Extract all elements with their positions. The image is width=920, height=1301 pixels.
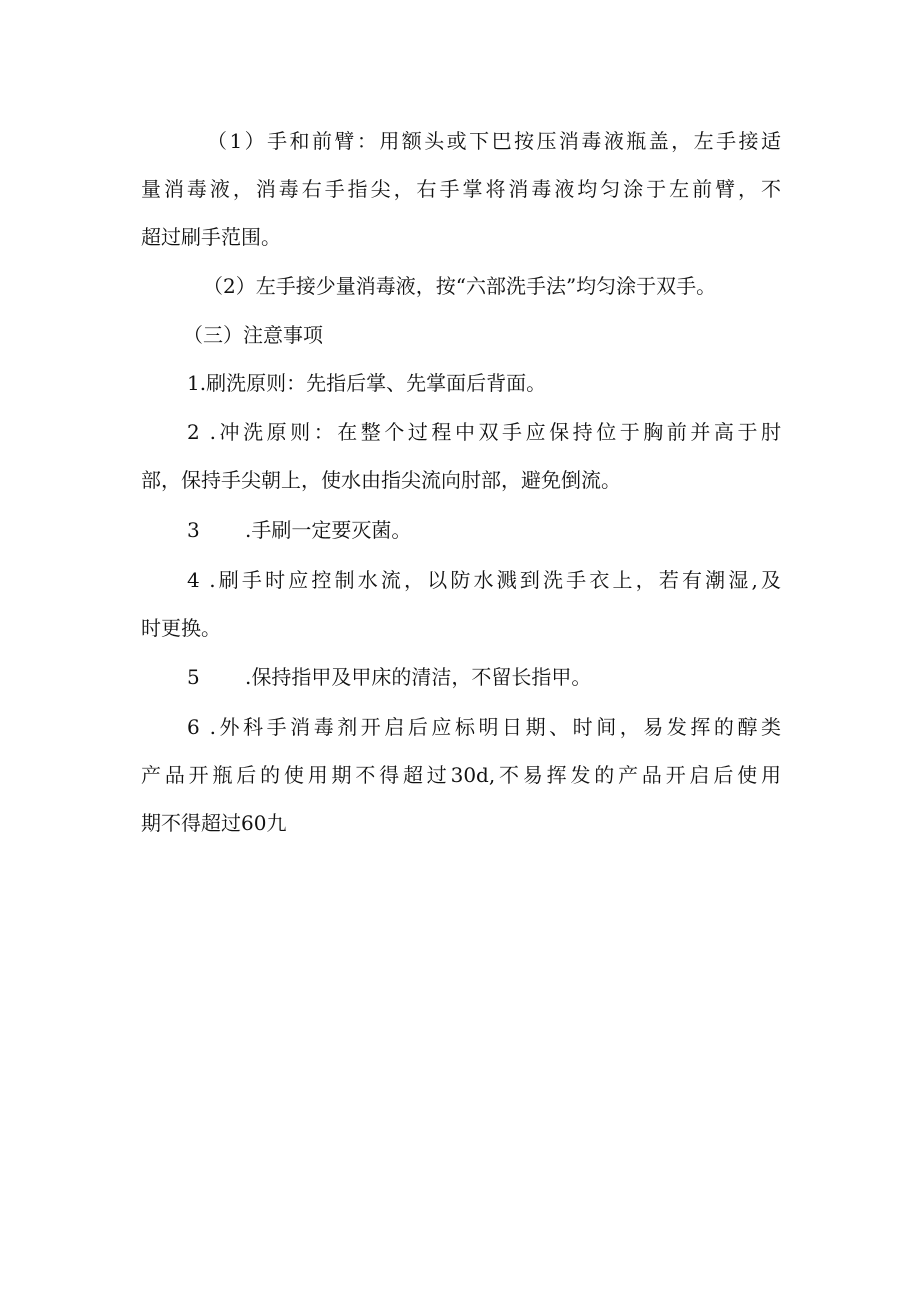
list-number: 3 — [187, 518, 200, 542]
paragraph-item-5 — [141, 653, 781, 701]
list-text: .保持指甲及甲床的清洁，不留长指甲。 — [245, 665, 592, 689]
list-item: 6 .外科手消毒剂开启后应标明日期、时间，易发挥的醇类 — [187, 715, 781, 739]
text-line: 量消毒液，消毒右手指尖，右手掌将消毒液均匀涂于左前臂，不 — [141, 177, 781, 201]
list-item — [141, 653, 781, 701]
paragraph-left-hand — [141, 262, 781, 310]
list-text: .手刷一定要灭菌。 — [245, 518, 412, 542]
list-number: 5 — [187, 665, 200, 689]
text-line: （2）左手接少量消毒液，按“六部洗手法”均匀涂于双手。 — [203, 274, 717, 298]
text-line: （1）手和前臂：用额头或下巴按压消毒液瓶盖，左手接适 — [207, 129, 781, 153]
paragraph-item-4 — [141, 556, 781, 652]
paragraph-hand-forearm — [141, 117, 781, 261]
text-line: 超过刷手范围。 — [141, 225, 281, 249]
paragraph-item-6 — [141, 703, 781, 847]
text-line: 时更换。 — [141, 616, 221, 640]
section-heading-notes — [141, 311, 781, 359]
list-item: 4 .刷手时应控制水流，以防水溅到洗手衣上，若有潮湿,及 — [187, 568, 781, 592]
section-heading: （三）注意事项 — [183, 323, 323, 347]
text-line: 部，保持手尖朝上，使水由指尖流向肘部，避免倒流。 — [141, 468, 621, 492]
text-line: 期不得超过60九 — [141, 811, 287, 835]
text-line: 产品开瓶后的使用期不得超过30d,不易挥发的产品开启后使用 — [141, 763, 781, 787]
list-item: 2 .冲洗原则：在整个过程中双手应保持位于胸前并高于肘 — [187, 420, 781, 444]
list-item — [141, 506, 781, 554]
paragraph-item-3 — [141, 506, 781, 554]
paragraph-item-2 — [141, 408, 781, 504]
paragraph-item-1 — [141, 359, 781, 407]
list-item: 1.刷洗原则：先指后掌、先掌面后背面。 — [187, 371, 547, 395]
